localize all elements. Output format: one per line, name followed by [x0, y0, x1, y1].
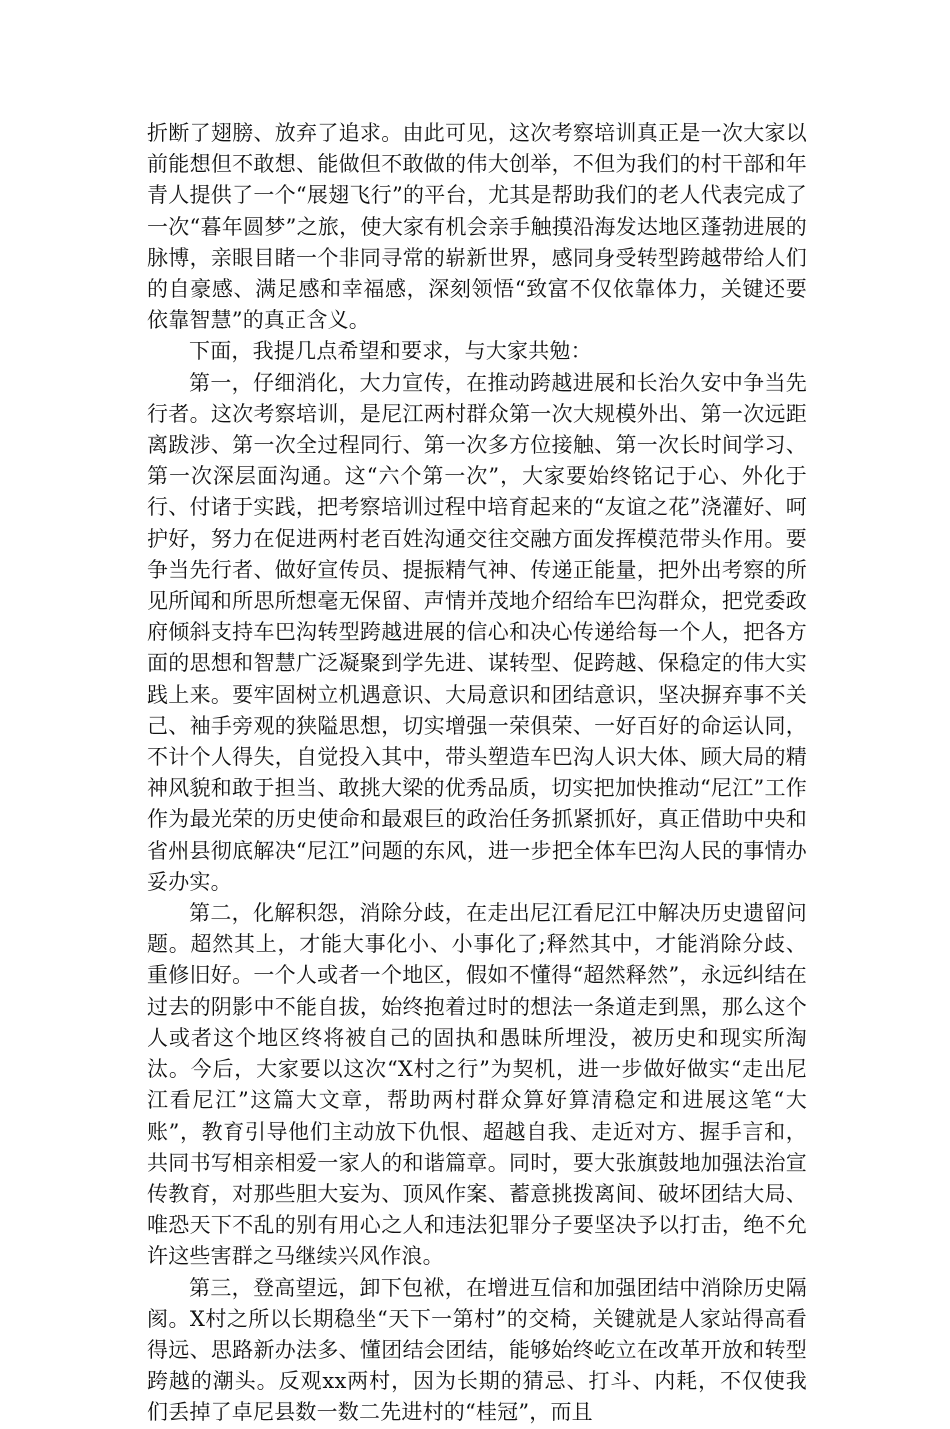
paragraph-4: 第二，化解积怨，消除分歧，在走出尼江看尼江中解决历史遗留问题。超然其上，才能大事化小、小事化了;释然其中，才能消除分歧、重修旧好。一个人或者一个地区，假如不懂得“超然释然”，永远纠结在过去的阴影中不能自拔，始终抱着过时的想法一条道走到黑，那么这个人或者这个地区终将被自己的固执和愚昧所埋没，被历史和现实所淘汰。今后，大家要以这次“X村之行”为契机，进一步做好做实“走出尼江看尼江”这篇大文章，帮助两村群众算好算清稳定和进展这笔“大账”，教育引导他们主动放下仇恨、超越自我、走近对方、握手言和，共同书写相亲相爱一家人的和谐篇章。同时，要大张旗鼓地加强法治宣传教育，对那些胆大妄为、顶风作案、蓄意挑拨离间、破坏团结大局、唯恐天下不乱的别有用心之人和违法犯罪分子要坚决予以打击，绝不允许这些害群之马继续兴风作浪。	[147, 901, 807, 1269]
document-body	[147, 118, 807, 1429]
paragraph-2: 下面，我提几点希望和要求，与大家共勉：	[189, 339, 592, 364]
paragraph-3: 第一，仔细消化，大力宣传，在推动跨越进展和长治久安中争当先行者。这次考察培训，是尼江两村群众第一次大规模外出、第一次远距离跋涉、第一次全过程同行、第一次多方位接触、第一次长时间学习、第一次深层面沟通。这“六个第一次”，大家要始终铭记于心、外化于行、付诸于实践，把考察培训过程中培育起来的“友谊之花”浇灌好、呵护好，努力在促进两村老百姓沟通交往交融方面发挥模范带头作用。要争当先行者、做好宣传员、提振精气神、传递正能量，把外出考察的所见所闻和所思所想毫无保留、声情并茂地介绍给车巴沟群众，把党委政府倾斜支持车巴沟转型跨越进展的信心和决心传递给每一个人，把各方面的思想和智慧广泛凝聚到学先进、谋转型、促跨越、保稳定的伟大实践上来。要牢固树立机遇意识、大局意识和团结意识，坚决摒弃事不关己、袖手旁观的狭隘思想，切实增强一荣俱荣、一好百好的命运认同，不计个人得失，自觉投入其中，带头塑造车巴沟人识大体、顾大局的精神风貌和敢于担当、敢挑大梁的优秀品质，切实把加快推动“尼江”工作作为最光荣的历史使命和最艰巨的政治任务抓紧抓好，真正借助中央和省州县彻底解决“尼江”问题的东风，进一步把全体车巴沟人民的事情办妥办实。	[147, 370, 807, 894]
paragraph-5: 第三，登高望远，卸下包袱，在增进互信和加强团结中消除历史隔阂。X村之所以长期稳坐“天下一第村”的交椅，关键就是人家站得高看得远、思路新办法多、懂团结会团结，能够始终屹立在改革开放和转型跨越的潮头。反观xx两村，因为长期的猜忌、打斗、内耗，不仅使我们丢掉了卓尼县数一数二先进村的“桂冠”，而且	[147, 1275, 807, 1425]
paragraph-1: 折断了翅膀、放弃了追求。由此可见，这次考察培训真正是一次大家以前能想但不敢想、能做但不敢做的伟大创举，不但为我们的村干部和年青人提供了一个“展翅飞行”的平台，尤其是帮助我们的老人代表完成了一次“暮年圆梦”之旅，使大家有机会亲手触摸沿海发达地区蓬勃进展的脉博，亲眼目睹一个非同寻常的崭新世界，感同身受转型跨越带给人们的自豪感、满足感和幸福感，深刻领悟“致富不仅依靠体力，关键还要依靠智慧”的真正含义。	[147, 121, 807, 333]
